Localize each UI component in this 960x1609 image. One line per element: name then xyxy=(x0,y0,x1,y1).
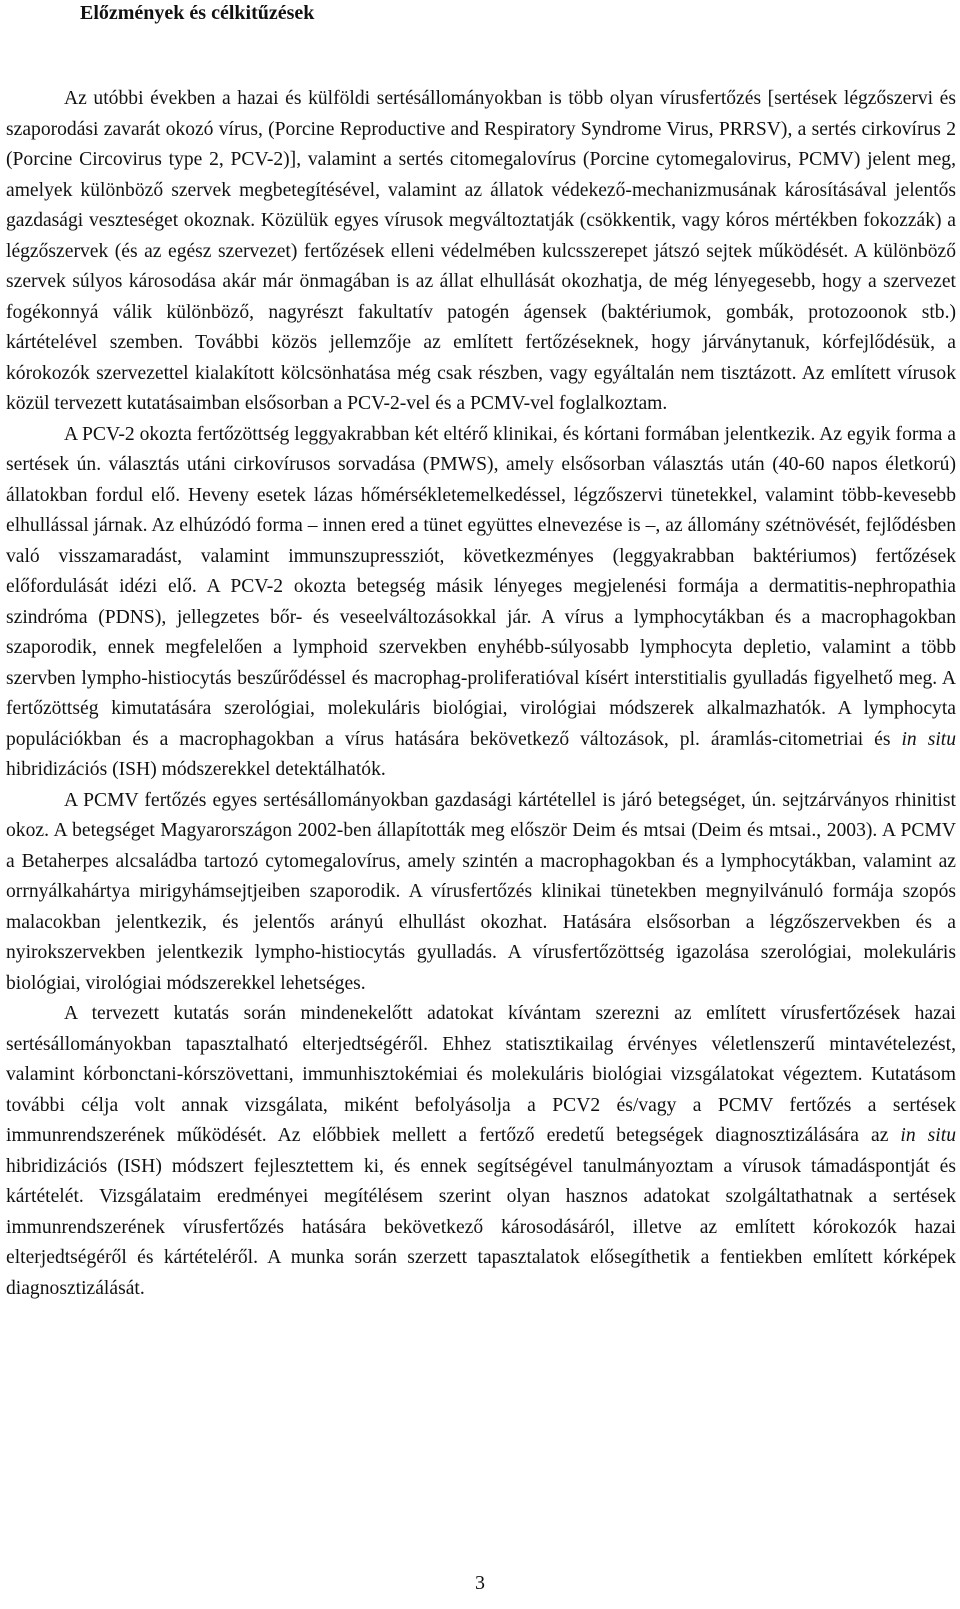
paragraph-1 xyxy=(6,84,956,420)
paragraph-text: A PCMV fertőzés egyes sertésállományokban gazdasági kártétellel is járó betegséget, ún. sejtzárványos rhinitist okoz. A betegséget Magyarországon 2002-ben állapították meg először Deim és mtsai (Deim és mtsai., 2003). A PCMV a Betaherpes alcsaládba tartozó cytomegalovírus, amely szintén a macrophagokban és a lymphocytákban, valamint az orrnyálkahártya mirigyhámsejtjeiben szaporodik. A vírusfertőzés klinikai tünetekben megnyilvánuló formája szopós malacokban jelentkezik, és jelentős arányú elhullást okozhat. Hatására elsősorban a légzőszervekben és a nyirokszervekben jelentkezik lympho-histiocytás gyulladás. A vírusfertőzöttség igazolása szerológiai, molekuláris biológiai, virológiai módszerekkel lehetséges. xyxy=(6,789,956,994)
paragraph-text: Az utóbbi években a hazai és külföldi sertésállományokban is több olyan vírusfertőzés [sertések légzőszervi és szaporodási zavarát okozó vírus, (Porcine Reproductive and Respiratory Syndrome Virus, PRRSV), a sertés cirkovírus 2 (Porcine Circovirus type 2, PCV-2)], valamint a sertés citomegalovírus (Porcine cytomegalovirus, PCMV) jelent meg, amelyek különböző szervek megbetegítésével, valamint az állatok védekező-mechanizmusának károsításával jelentős gazdasági veszteséget okoznak. Közülük egyes vírusok megváltoztatják (csökkentik, vagy kóros mértékben fokozzák) a légzőszervek (és az egész szervezet) fertőzések elleni védelmében kulcsszerepet játszó sejtek működését. A különböző szervek súlyos károsodása akár már önmagában is az állat elhullását okozhatja, de még lényegesebb, hogy a szervezet fogékonnyá válik különböző, nagyrészt fakultatív patogén ágensek (baktériumok, gombák, protozoonok stb.) kártételével szemben. További közös jellemzője az említett fertőzéseknek, hogy járványtanuk, kórfejlődésük, a kórokozók szervezettel kialakított kölcsönhatása még csak részben, vagy egyáltalán nem tisztázott. Az említett vírusok közül tervezett kutatásaimban elsősorban a PCV-2-vel és a PCMV-vel foglalkoztam. xyxy=(6,88,956,414)
italic-term: in situ xyxy=(901,728,957,750)
section-heading: Előzmények és célkitűzések xyxy=(80,2,315,24)
paragraph-4 xyxy=(6,999,956,1304)
paragraph-text: A tervezett kutatás során mindenekelőtt adatokat kívántam szerezni az említett vírusfertőzések hazai sertésállományokban tapasztalható elterjedtségéről. Ehhez statisztikailag érvényes véletlenszerű mintavételezést, valamint kórbonctani-kórszövettani, immunhisztokémiai és molekuláris biológiai vizsgálatokat végeztem. Kutatásom további célja volt annak vizsgálata, miként befolyásolja a PCV2 és/vagy a PCMV fertőzés a sertések immunrendszerének működését. Az előbbiek mellett a fertőző eredetű betegségek diagnosztizálására az xyxy=(6,1003,956,1146)
body-text xyxy=(6,84,956,1304)
page-number: 3 xyxy=(475,1572,485,1594)
paragraph-3 xyxy=(6,786,956,1000)
paragraph-text: hibridizációs (ISH) módszerekkel detektálhatók. xyxy=(6,759,386,780)
paragraph-2 xyxy=(6,420,956,786)
paragraph-text: hibridizációs (ISH) módszert fejlesztettem ki, és ennek segítségével tanulmányoztam a vírusok támadáspontját és kártételét. Vizsgálataim eredményei megítélésem szerint olyan hasznos adatokat szolgáltathatnak a sertések immunrendszerének vírusfertőzés hatására bekövetkező károsodásáról, illetve az említett kórokozók hazai elterjedtségéről és kártételéről. A munka során szerzett tapasztalatok elősegíthetik a fentiekben említett kórképek diagnosztizálását. xyxy=(6,1155,956,1299)
italic-term: in situ xyxy=(900,1125,956,1146)
paragraph-text: A PCV-2 okozta fertőzöttség leggyakrabban két eltérő klinikai, és kórtani formában jelentkezik. Az egyik forma a sertések ún. választás utáni cirkovírusos sorvadása (PMWS), amely elsősorban választás után (40-60 napos életkorú) állatokban fordul elő. Heveny esetek lázas hőmérsékletemelkedéssel, légzőszervi tünetekkel, valamint több-kevesebb elhullással járnak. Az elhúzódó forma – innen ered a tünet együttes elnevezése is –, az állomány szétnövését, fejlődésben való visszamaradást, valamint immunszupressziót, következményes (leggyakrabban baktériumos) fertőzések előfordulását idézi elő. A PCV-2 okozta betegség másik lényeges megjelenési formája a dermatitis-nephropathia szindróma (PDNS), jellegzetes bőr- és veseelváltozásokkal jár. A vírus a lymphocytákban és a macrophagokban szaporodik, ennek megfelelően a lymphoid szervekben enyhébb-súlyosabb lymphocyta depletio, valamint a több szervben lympho-histiocytás beszűrődéssel és macrophag-proliferatióval kísért interstitialis gyulladás figyelhető meg. A fertőzöttség kimutatására szerológiai, molekuláris biológiai, virológiai módszerek alkalmazhatók. A lymphocyta populációkban és a macrophagokban a vírus hatására bekövetkező változások, pl. áramlás-citometriai és xyxy=(6,423,956,750)
